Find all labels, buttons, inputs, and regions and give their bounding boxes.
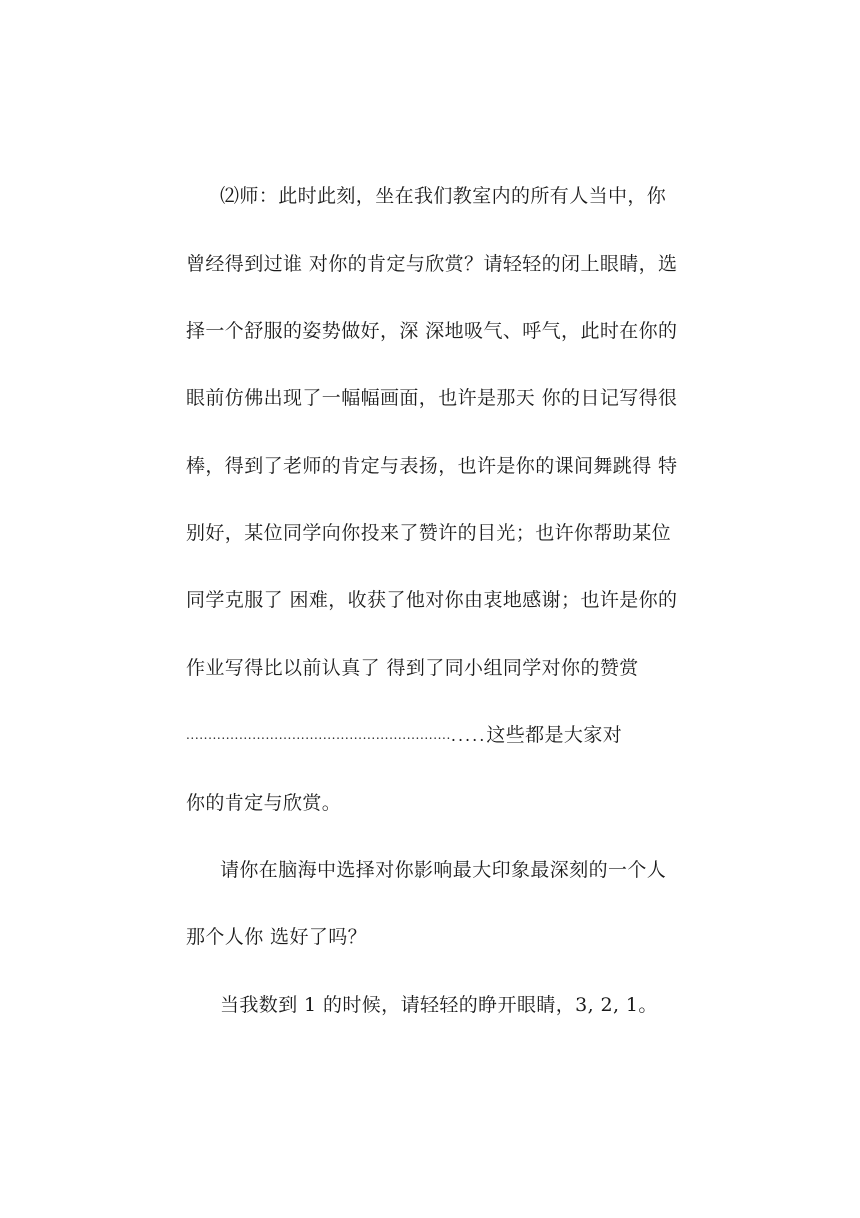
ellipsis-dots-fine: ............................................................ [186, 728, 451, 742]
paragraph-1-line-9 [186, 723, 678, 748]
paragraph-1-line-2: 曾经得到过谁 对你的肯定与欣赏？请轻轻的闭上眼睛，选 [186, 253, 678, 275]
paragraph-1-line-9-text: 这些都是大家对 [486, 724, 623, 746]
paragraph-1-line-4: 眼前仿佛出现了一幅幅画面，也许是那天 你的日记写得很 [186, 387, 678, 409]
paragraph-1-line-3: 择一个舒服的姿势做好，深 深地吸气、呼气，此时在你的 [186, 320, 678, 342]
paragraph-1-line-7: 同学克服了 困难，收获了他对你由衷地感谢；也许是你的 [186, 589, 678, 611]
paragraph-2-line-1: 请你在脑海中选择对你影响最大印象最深刻的一个人 [220, 859, 667, 881]
paragraph-1-line-5: 棒，得到了老师的肯定与表扬，也许是你的课间舞跳得 特 [186, 455, 678, 477]
paragraph-1-line-1: ⑵师：此时此刻，坐在我们教室内的所有人当中，你 [220, 185, 667, 207]
paragraph-2-line-2: 那个人你 选好了吗？ [186, 926, 368, 948]
paragraph-1-line-10: 你的肯定与欣赏。 [186, 792, 342, 814]
paragraph-1-line-8: 作业写得比以前认真了 得到了同小组同学对你的赞赏 [186, 657, 639, 679]
paragraph-3-line-1: 当我数到 1 的时候，请轻轻的睁开眼睛，3, 2, 1。 [220, 994, 658, 1016]
ellipsis-dots-coarse: ..... [450, 726, 487, 745]
paragraph-1-line-6: 别好，某位同学向你投来了赞许的目光；也许你帮助某位 [186, 522, 672, 544]
